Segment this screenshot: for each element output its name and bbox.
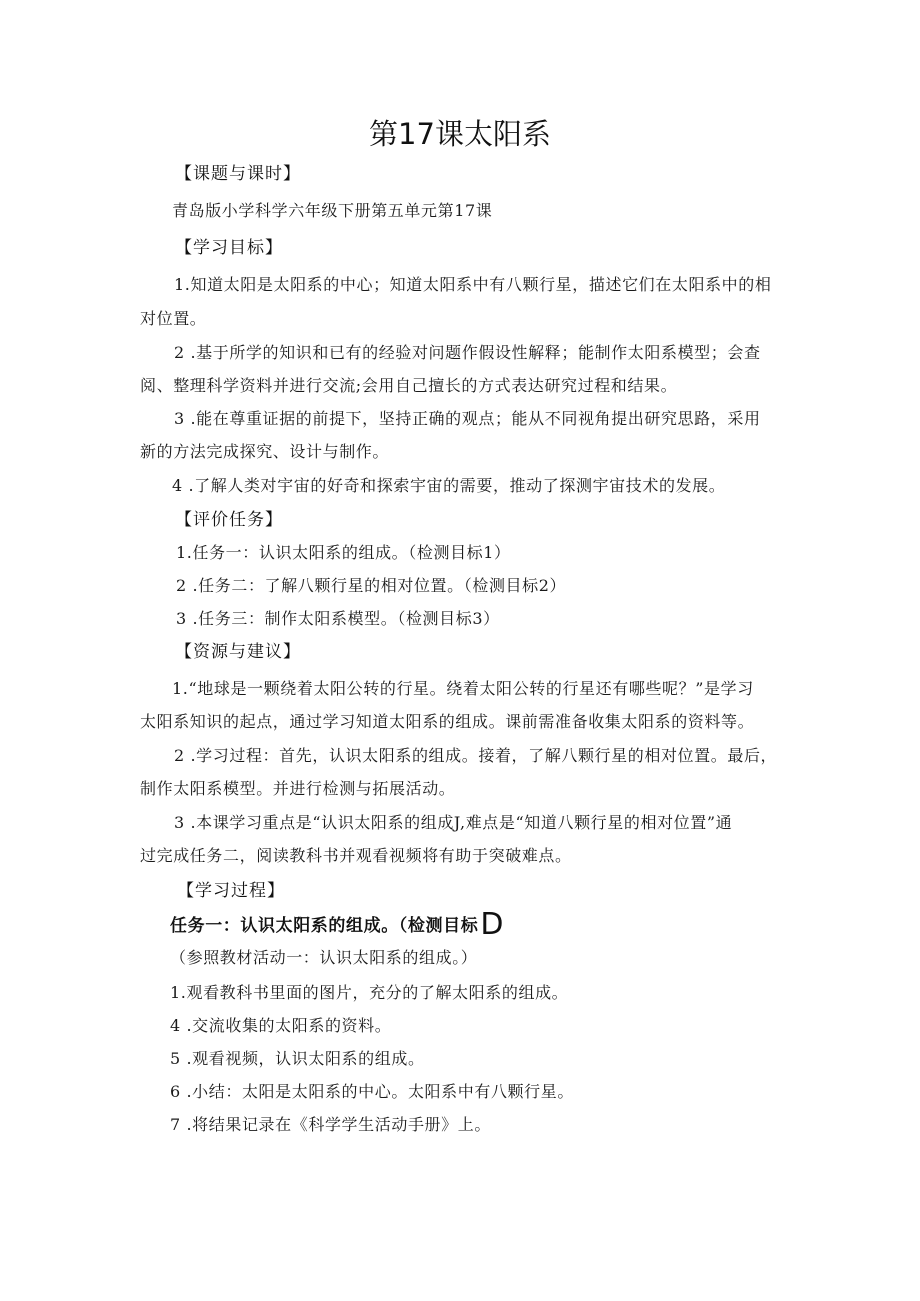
process-step-2: 4 .交流收集的太阳系的资料。	[170, 1016, 392, 1035]
resource-2-line2: 制作太阳系模型。并进行检测与拓展活动。	[140, 779, 456, 798]
resource-3-line1: 3 .本课学习重点是“认识太阳系的组成J,难点是“知道八颗行星的相对位置”通	[174, 813, 733, 832]
task1-reference: （参照教材活动一：认识太阳系的组成。）	[170, 948, 478, 967]
objective-3-line1: 3 .能在尊重证据的前提下，坚持正确的观点；能从不同视角提出研究思路，采用	[174, 409, 761, 428]
evaluation-heading: 【评价任务】	[175, 510, 283, 530]
evaluation-item-1: 1.任务一：认识太阳系的组成。（检测目标1）	[176, 543, 511, 562]
objective-2-line2: 阅、整理科学资料并进行交流;会用自己擅长的方式表达研究过程和结果。	[140, 376, 678, 395]
process-step-4: 6 .小结：太阳是太阳系的中心。太阳系中有八颗行星。	[170, 1082, 574, 1101]
objective-1-line2: 对位置。	[140, 309, 207, 328]
task1-title-text: 任务一：认识太阳系的组成。（检测目标	[170, 916, 479, 936]
process-step-3: 5 .观看视频，认识太阳系的组成。	[170, 1049, 425, 1068]
process-step-5: 7 .将结果记录在《科学学生活动手册》上。	[170, 1115, 491, 1134]
resource-1-line2: 太阳系知识的起点，通过学习知道太阳系的组成。课前需准备收集太阳系的资料等。	[140, 712, 755, 731]
process-step-1: 1.观看教科书里面的图片，充分的了解太阳系的组成。	[170, 983, 569, 1002]
task1-title-mark: D	[480, 907, 505, 942]
objective-2-line1: 2 .基于所学的知识和已有的经验对问题作假设性解释；能制作太阳系模型；会查	[174, 343, 761, 362]
topic-heading: 【课题与课时】	[175, 164, 301, 184]
objective-1-line1: 1.知道太阳是太阳系的中心；知道太阳系中有八颗行星，描述它们在太阳系中的相	[174, 275, 772, 294]
evaluation-item-2: 2 .任务二：了解八颗行星的相对位置。（检测目标2）	[176, 576, 567, 595]
evaluation-item-3: 3 .任务三：制作太阳系模型。（检测目标3）	[176, 609, 500, 628]
process-heading: 【学习过程】	[177, 881, 285, 901]
resource-2-line1: 2 .学习过程：首先，认识太阳系的组成。接着，了解八颗行星的相对位置。最后，	[174, 746, 778, 765]
page-title: 第17课太阳系	[369, 117, 551, 151]
resource-3-line2: 过完成任务二，阅读教科书并观看视频将有助于突破难点。	[140, 846, 572, 865]
objective-4-line1: 4 .了解人类对宇宙的好奇和探索宇宙的需要，推动了探测宇宙技术的发展。	[172, 476, 726, 495]
task1-title	[170, 907, 505, 942]
topic-text: 青岛版小学科学六年级下册第五单元第17课	[172, 201, 493, 220]
objectives-heading: 【学习目标】	[175, 238, 283, 258]
resources-heading: 【资源与建议】	[175, 642, 301, 662]
objective-3-line2: 新的方法完成探究、设计与制作。	[140, 442, 390, 461]
resource-1-line1: 1.“地球是一颗绕着太阳公转的行星。绕着太阳公转的行星还有哪些呢？”是学习	[172, 679, 754, 698]
